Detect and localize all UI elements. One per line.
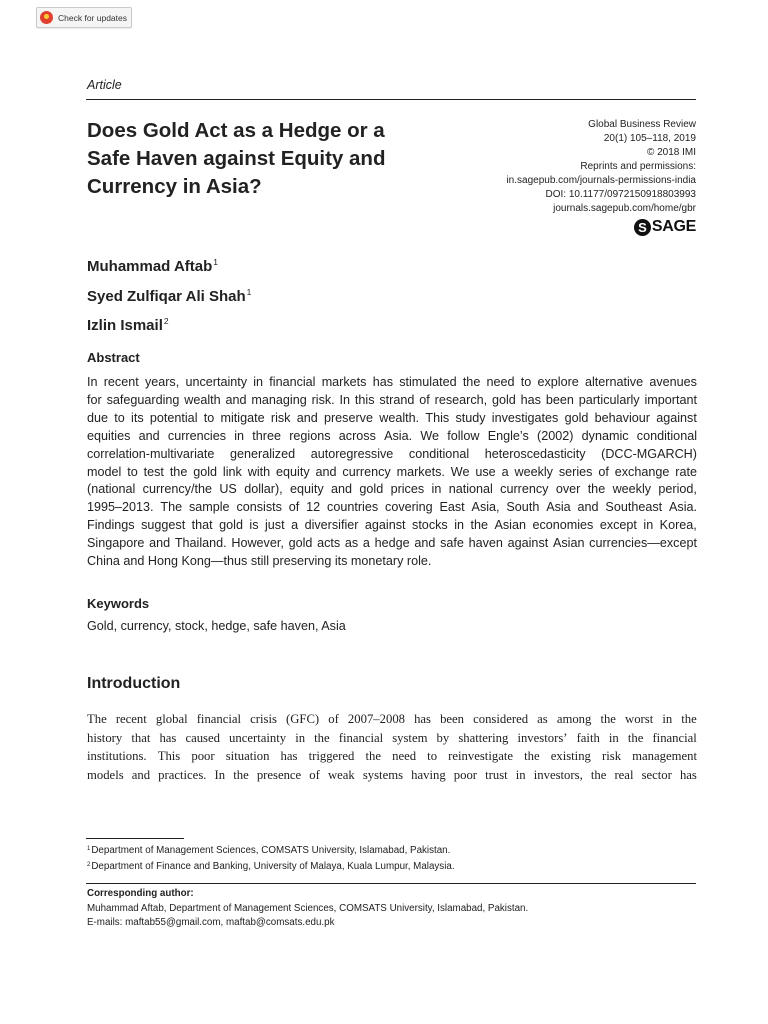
author-affiliation-mark: 1: [246, 286, 252, 297]
sage-logo-icon: S: [634, 219, 651, 236]
journal-name: Global Business Review: [588, 119, 696, 130]
introduction-line: models and practices. In the presence of weak systems having poor trust in investors, the real sector has: [87, 767, 697, 782]
author: [87, 280, 251, 310]
corresponding-divider: [86, 883, 696, 884]
introduction-heading: Introduction: [87, 675, 181, 692]
doi-link[interactable]: DOI: 10.1177/0972150918803993: [545, 189, 696, 200]
reprints-label: Reprints and permissions:: [580, 161, 696, 172]
corresponding-address: Muhammad Aftab, Department of Management Sciences, COMSATS University, Islamabad, Pakistan.: [87, 902, 529, 914]
abstract-heading: Abstract: [87, 350, 140, 365]
author-name: Syed Zulfiqar Ali Shah: [87, 287, 246, 305]
footnote-divider: [86, 838, 184, 839]
sage-logo-text: SAGE: [651, 218, 696, 235]
abstract-line: for safeguarding wealth and managing risk. In this strand of research, gold has been particularly important: [87, 392, 697, 407]
introduction-line: institutions. This poor situation has triggered the need to reinvestigate the existing risk management: [87, 749, 697, 763]
abstract-line: equities and currencies in three regions across Asia. We follow Engle’s (2002) dynamic conditional: [87, 428, 697, 443]
abstract-line: China and Hong Kong—thus still preserving its monetary role.: [87, 554, 432, 569]
author-list: [87, 250, 251, 339]
article-type-label: Article: [87, 78, 122, 92]
journal-copyright: © 2018 IMI: [646, 147, 696, 158]
abstract-text: [87, 374, 697, 571]
footnote-text: Department of Management Sciences, COMSATS University, Islamabad, Pakistan.: [91, 845, 451, 856]
abstract-line: Singapore and Thailand. However, gold acts as a hedge and safe haven against Asian currencies—except: [87, 536, 697, 551]
introduction-line: The recent global financial crisis (GFC) of 2007–2008 has been considered as among the worst in the: [87, 712, 697, 726]
check-for-updates-label: Check for updates: [58, 12, 127, 23]
journal-volume: 20(1) 105–118, 2019: [603, 133, 696, 144]
reprints-link[interactable]: in.sagepub.com/journals-permissions-india: [506, 175, 696, 186]
journal-homepage-link[interactable]: journals.sagepub.com/home/gbr: [553, 203, 696, 214]
abstract-line: model to test the gold link with equity and currency markets. We use a weekly series of exchange rate: [87, 464, 697, 479]
journal-metadata: [506, 118, 696, 216]
abstract-line: due to its potential to mitigate risk and preserve wealth. This study investigates gold behaviour against: [87, 410, 697, 425]
sage-logo: [634, 218, 696, 236]
abstract-line: In recent years, uncertainty in financial markets has stimulated the need to explore alternative avenues: [87, 375, 697, 389]
keywords-heading: Keywords: [87, 596, 150, 611]
introduction-line: history that has caused uncertainty in the financial system by shattering investors’ faith in the financial: [87, 730, 697, 745]
header-divider: [86, 99, 696, 100]
introduction-text: [87, 710, 697, 784]
crossmark-icon: [40, 11, 53, 24]
author-affiliation-mark: 1: [213, 257, 219, 267]
keywords-text: Gold, currency, stock, hedge, safe haven, Asia: [87, 619, 346, 633]
author-name: Muhammad Aftab: [87, 258, 213, 275]
footnote-mark: 1: [87, 846, 91, 852]
check-for-updates-button[interactable]: [36, 7, 132, 28]
abstract-line: correlation-multivariate generalized autoregressive conditional heteroscedasticity (DCC-MGARCH): [87, 446, 697, 461]
corresponding-emails: E-mails: maftab55@gmail.com, maftab@comsats.edu.pk: [87, 917, 335, 928]
paper-title: [87, 117, 447, 201]
corresponding-heading: Corresponding author:: [87, 888, 194, 899]
abstract-line: (national currency/the US dollar), equity and gold prices in national currency over the weekly period,: [87, 482, 697, 497]
corresponding-author-block: [87, 887, 528, 931]
author-affiliation-mark: 2: [163, 316, 169, 326]
author: [87, 309, 251, 339]
author: [87, 250, 251, 280]
affiliation-footnotes: [87, 842, 455, 874]
abstract-line: Findings suggest that gold is just a diversifier against stocks in the Asian economies except in Korea,: [87, 518, 697, 533]
abstract-line: 1995–2013. The sample consists of 12 countries covering East Asia, South Asia and Southeast Asia.: [87, 500, 697, 515]
title-line: Currency in Asia?: [87, 175, 262, 198]
footnote: [87, 858, 455, 874]
footnote-text: Department of Finance and Banking, University of Malaya, Kuala Lumpur, Malaysia.: [91, 861, 455, 872]
title-line: Does Gold Act as a Hedge or a: [87, 119, 385, 142]
title-line: Safe Haven against Equity and: [87, 147, 386, 170]
footnote: [87, 842, 455, 858]
footnote-mark: 2: [87, 862, 91, 868]
author-name: Izlin Ismail: [87, 317, 163, 334]
